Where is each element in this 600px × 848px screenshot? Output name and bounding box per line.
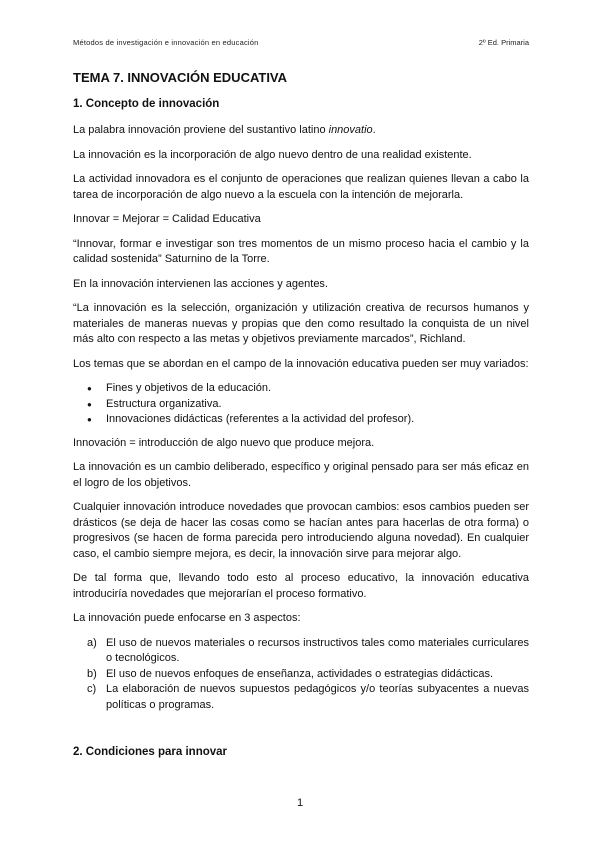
list-letter: c): [87, 683, 97, 695]
section-heading-concept: 1. Concepto de innovación: [73, 98, 220, 110]
paragraph-educational-process: De tal forma que, llevando todo esto al proceso educativo, la innovación educativa introduciría novedades que mejorarían el proceso formativo.: [73, 572, 529, 600]
page-content: [73, 70, 529, 771]
paragraph-innovation-equation: Innovación = introducción de algo nuevo que produce mejora.: [73, 436, 375, 449]
list-letter: a): [87, 636, 97, 649]
header-course-level: 2º Ed. Primaria: [478, 38, 529, 47]
paragraph-equation: Innovar = Mejorar = Calidad Educativa: [73, 213, 261, 225]
paragraph-changes: Cualquier innovación introduce novedades que provocan cambios: esos cambios pueden ser drásticos (se deja de hacer las cosas como se hacían antes para hacerlas de otra forma) o progresivos (se hacen de forma parecida pero introduciendo alguna novedad). En cualquier caso, el cambio siempre mejora, es decir, la innovación sirve para mejorar algo.: [73, 501, 529, 560]
page-title: TEMA 7. INNOVACIÓN EDUCATIVA: [73, 70, 288, 85]
list-item: ● Fines y objetivos de la educación.: [73, 381, 529, 397]
paragraph-innovative-activity: La actividad innovadora es el conjunto de operaciones que realizan quienes llevan a cabo la tarea de incorporación de algo nuevo a la escuela con la intención de mejorarla.: [73, 173, 529, 201]
list-item: [73, 682, 529, 713]
list-item: ● Innovaciones didácticas (referentes a la actividad del profesor).: [73, 412, 529, 428]
list-letter: b): [87, 667, 97, 680]
latin-term: innovatio: [328, 124, 373, 136]
paragraph-definition: La innovación es la incorporación de algo nuevo dentro de una realidad existente.: [73, 148, 472, 161]
paragraph-quote-richland: “La innovación es la selección, organización y utilización creativa de recursos humanos y materiales de maneras nuevas y propias que den como resultado la conquista de un nivel más alto con respecto a las metas y objetivos previamente marcados”, Richland.: [73, 302, 529, 345]
section-spacer: [73, 721, 529, 745]
page-number: 1: [296, 797, 304, 809]
etymology-text: La palabra innovación proviene del sustantivo latino: [73, 124, 329, 136]
list-text: La elaboración de nuevos supuestos pedagógicos y/o teorías subyacentes a nuevas políticas o programas.: [106, 683, 529, 711]
themes-list: [73, 381, 529, 428]
paragraph-themes: Los temas que se abordan en el campo de la innovación educativa pueden ser muy variados:: [73, 357, 529, 370]
list-item: ● Estructura organizativa.: [73, 397, 529, 413]
section-heading-conditions: 2. Condiciones para innovar: [73, 746, 228, 758]
paragraph-aspects-intro: La innovación puede enfocarse en 3 aspectos:: [73, 612, 301, 624]
header-course-title: Métodos de investigación e innovación en educación: [73, 38, 259, 47]
paragraph-actions-agents: En la innovación intervienen las acciones y agentes.: [73, 277, 328, 290]
paragraph-etymology: [73, 123, 529, 139]
aspects-list: [73, 636, 529, 714]
paragraph-deliberate-change: La innovación es un cambio deliberado, específico y original pensado para ser más eficaz en el logro de los objetivos.: [73, 461, 529, 489]
etymology-end: .: [372, 124, 376, 136]
list-text: El uso de nuevos enfoques de enseñanza, actividades o estrategias didácticas.: [106, 667, 494, 680]
list-text: El uso de nuevos materiales o recursos instructivos tales como materiales curriculares o tecnológicos.: [106, 636, 529, 664]
paragraph-quote-torre: “Innovar, formar e investigar son tres momentos de un mismo proceso hacia el cambio y la calidad sostenida” Saturnino de la Torre.: [73, 237, 529, 265]
list-item: [73, 636, 529, 667]
list-item: [73, 667, 529, 683]
